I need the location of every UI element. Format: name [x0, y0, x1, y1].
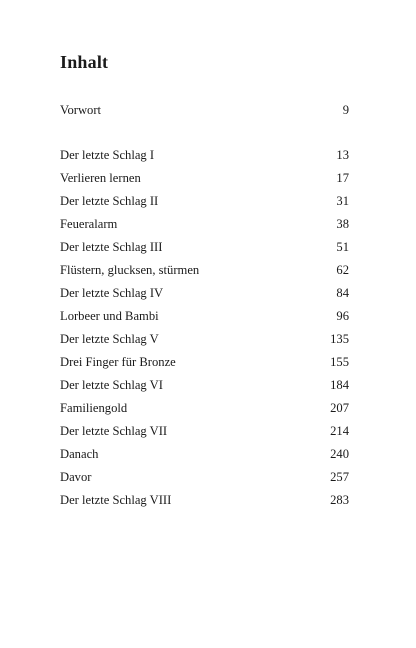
- toc-entry-title: Der letzte Schlag III: [60, 240, 163, 254]
- toc-entry-title: Der letzte Schlag V: [60, 332, 159, 346]
- toc-entry: [60, 190, 349, 213]
- toc-entry-page: 51: [336, 240, 349, 254]
- toc-entry-preface: [60, 99, 349, 122]
- toc-entry: [60, 213, 349, 236]
- toc-entry: [60, 420, 349, 443]
- toc-entry-page: 96: [336, 309, 349, 323]
- toc-entry: [60, 466, 349, 489]
- toc-entry-page: 17: [336, 171, 349, 185]
- toc-entry-page: 135: [330, 332, 349, 346]
- toc-entry: [60, 144, 349, 167]
- toc-entry: [60, 351, 349, 374]
- toc-entry-page: 38: [336, 217, 349, 231]
- toc-entry-page: 207: [330, 401, 349, 415]
- toc-entry: [60, 489, 349, 512]
- toc-entry-title: Danach: [60, 447, 99, 461]
- toc-preface-list: [60, 99, 349, 122]
- toc-entry-title: Der letzte Schlag I: [60, 148, 155, 162]
- toc-chapter-list: [60, 144, 349, 512]
- toc-entry-page: 84: [336, 286, 349, 300]
- toc-entry-title: Lorbeer und Bambi: [60, 309, 159, 323]
- toc-entry: [60, 259, 349, 282]
- toc-entry-page: 31: [336, 194, 349, 208]
- toc-entry-page: 155: [330, 355, 349, 369]
- toc-entry: [60, 167, 349, 190]
- toc-entry: [60, 328, 349, 351]
- toc-entry: [60, 305, 349, 328]
- toc-entry-page: 214: [330, 424, 349, 438]
- toc-entry-page: 9: [342, 103, 349, 117]
- toc-entry: [60, 374, 349, 397]
- toc-entry-page: 240: [330, 447, 349, 461]
- toc-entry-page: 62: [336, 263, 349, 277]
- toc-entry-title: Der letzte Schlag VI: [60, 378, 163, 392]
- toc-entry: [60, 397, 349, 420]
- toc-entry-title: Der letzte Schlag VII: [60, 424, 168, 438]
- toc-entry-title: Flüstern, glucksen, stürmen: [60, 263, 200, 277]
- toc-entry: [60, 443, 349, 466]
- toc-entry-title: Der letzte Schlag II: [60, 194, 159, 208]
- toc-entry-title: Verlieren lernen: [60, 171, 141, 185]
- toc-entry: [60, 236, 349, 259]
- toc-entry-page: 257: [330, 470, 349, 484]
- toc-entry-title: Der letzte Schlag IV: [60, 286, 164, 300]
- toc-entry-title: Der letzte Schlag VIII: [60, 493, 172, 507]
- toc-entry: [60, 282, 349, 305]
- toc-entry-title: Familiengold: [60, 401, 128, 415]
- toc-entry-page: 13: [336, 148, 349, 162]
- toc-entry-title: Vorwort: [60, 103, 102, 117]
- toc-entry-title: Feueralarm: [60, 217, 118, 231]
- toc-entry-title: Drei Finger für Bronze: [60, 355, 176, 369]
- toc-entry-title: Davor: [60, 470, 92, 484]
- toc-heading: Inhalt: [60, 52, 109, 72]
- toc-entry-page: 184: [330, 378, 349, 392]
- toc-entry-page: 283: [330, 493, 349, 507]
